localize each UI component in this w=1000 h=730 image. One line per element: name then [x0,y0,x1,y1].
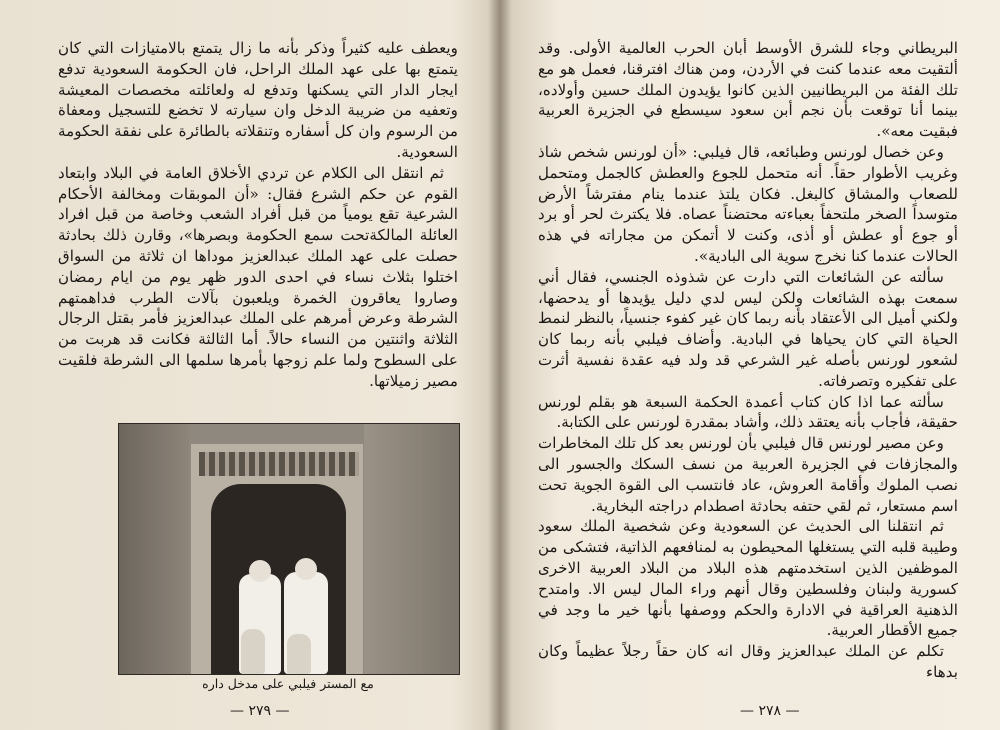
left-paragraph-1: ويعطف عليه كثيراً وذكر بأنه ما زال يتمتع بالامتيازات التي كان يتمتع بها على عهد الملك الراحل، فان الحكومة السعودية تدفع ايجار الدار التي يسكنها وتدفع له ولعائلته مخصصات المعيشة وتعفيه من ضريبة الدخل وان سيارته لا تخضع للتسجيل ومعفاة من الرسوم وان كل أسفاره وتنقلاته بالطائرة على نفقة الحكومة السعودية. [58,39,458,161]
right-paragraph-2: وعن خصال لورنس وطبائعه، قال فيلبي: «أن لورنس شخص شاذ وغريب الأطوار حقاً. أنه متحمل للجوع والعطش كالجمل ومتحمل للصعاب والمشاق كالبغل. فكان يلتذ عندما ينام مفترشاً الأرض متوسداً الصخر ملتحفاً بعباءته محتضناً عصاه. فلا يكترث لحر أو برد أو جوع أو عطش أو أذى، وكنت لا أتمكن من مجاراته في هذه الحالات عندما كنا نخرج سوية الى البادية». [538,142,958,265]
page-number: — ٢٧٨ — [740,703,800,719]
right-paragraph-3: سألته عن الشائعات التي دارت عن شذوذه الجنسي، فقال أني سمعت بهذه الشائعات ولكن ليس لدي دليل يؤيدها أو يدحضها، ولكني أميل الى الأعتقاد بأنه ربما كان غير كفوء جنسياً، بالنظر لنمط الحياة التي كان يحياها في البادية. وأضاف فيلبي بأنه ربما كان لشعور لورنس بأصله غير الشرعي قد ولد فيه عقدة نفسية أثرت على تفكيره وتصرفاته. [538,267,958,390]
left-text-column [58,38,458,392]
book-gutter [488,0,512,730]
right-paragraph-5: وعن مصير لورنس قال فيلبي بأن لورنس بعد كل تلك المخاطرات والمجازفات في الجزيرة العربية من نسف السكك والجسور الى نصب الملوك وأقامة العروش، عاد فانتسب الى القوة الجوية تحت اسم مستعار، ثم لقي حتفه بحادثة اصطدام دراجته البخارية. [538,434,958,515]
right-page [520,0,980,730]
photo-wall-left [119,424,189,674]
photograph [118,423,460,675]
photo-figure-head [249,560,271,582]
left-page [20,0,485,730]
photo-caption: مع المستر فيلبي على مدخل داره [202,676,374,691]
photo-wall-right [364,424,459,674]
photo-child [287,634,311,674]
right-paragraph-4: سألته عما اذا كان كتاب أعمدة الحكمة السبعة هو بقلم لورنس حقيقة، فأجاب بأنه يعتقد ذلك، وأشاد بمقدرة لورنس على الكتابة. [538,392,958,432]
photo-figure-head [295,558,317,580]
photo-child [241,629,265,674]
right-text-column [538,38,958,683]
right-paragraph-6: ثم انتقلنا الى الحديث عن السعودية وعن شخصية الملك سعود وطيبة قلبه التي يستغلها المحيطون به لمنافعهم الذاتية، فتشكى من الموظفين الذين استخدمتهم هذه البلاد من البلاد العربية الاخرى كسورية ولبنان وفلسطين وقال أنهم وراء المال ليس الا. وامتدح الذهنية العراقية في الادارة والحكم ووصفها بأنها خير ما وجد في جميع الأقطار العربية. [538,517,958,640]
right-paragraph-7: تكلم عن الملك عبدالعزيز وقال انه كان حقاً رجلاً عظيماً وكان بدهاء [538,642,958,681]
right-paragraph-1: البريطاني وجاء للشرق الأوسط أبان الحرب العالمية الأولى. وقد ألتقيت معه عندما كنت في الأردن، ومن هناك افترقنا، فعمل هو مع تلك الفئة من البريطانيين الذين كانوا يؤيدون الملك حسين وأولاده، بينما أنا توقعت بأن نجم أبن سعود سيسطع في الجزيرة العربية فبقيت معه». [538,39,958,141]
left-paragraph-2: ثم انتقل الى الكلام عن تردي الأخلاق العامة في البلاد وابتعاد القوم عن حكم الشرع فقال: «أن الموبقات ومخالفة الأحكام الشرعية تقع يومياً من قبل أفراد الشعب وخاصة من قبل افراد العائلة المالكةتحت سمع الحكومة وبصرها»، وقارن ذلك بحادثة حصلت على عهد الملك عبدالعزيز موداها ان ثلاثة من السواق اختلوا بثلاث نساء في احدى الدور ظهر يوم من ايام رمضان وصاروا يعاقرون الخمرة ويلعبون بآلات الطرب فداهمتهم الشرطة وعرض أمرهم على الملك عبدالعزيز فأمر بقتل الرجال الثلاثة واثنتين من النساء حالاً. أما الثالثة فكانت قد هربت من على السطوح ولما علم زوجها بأمرها سلمها الى الشرطة فلقيت مصير زميلاتها. [58,163,458,390]
page-number: — ٢٧٩ — [230,703,290,719]
photo-lintel [199,452,359,476]
